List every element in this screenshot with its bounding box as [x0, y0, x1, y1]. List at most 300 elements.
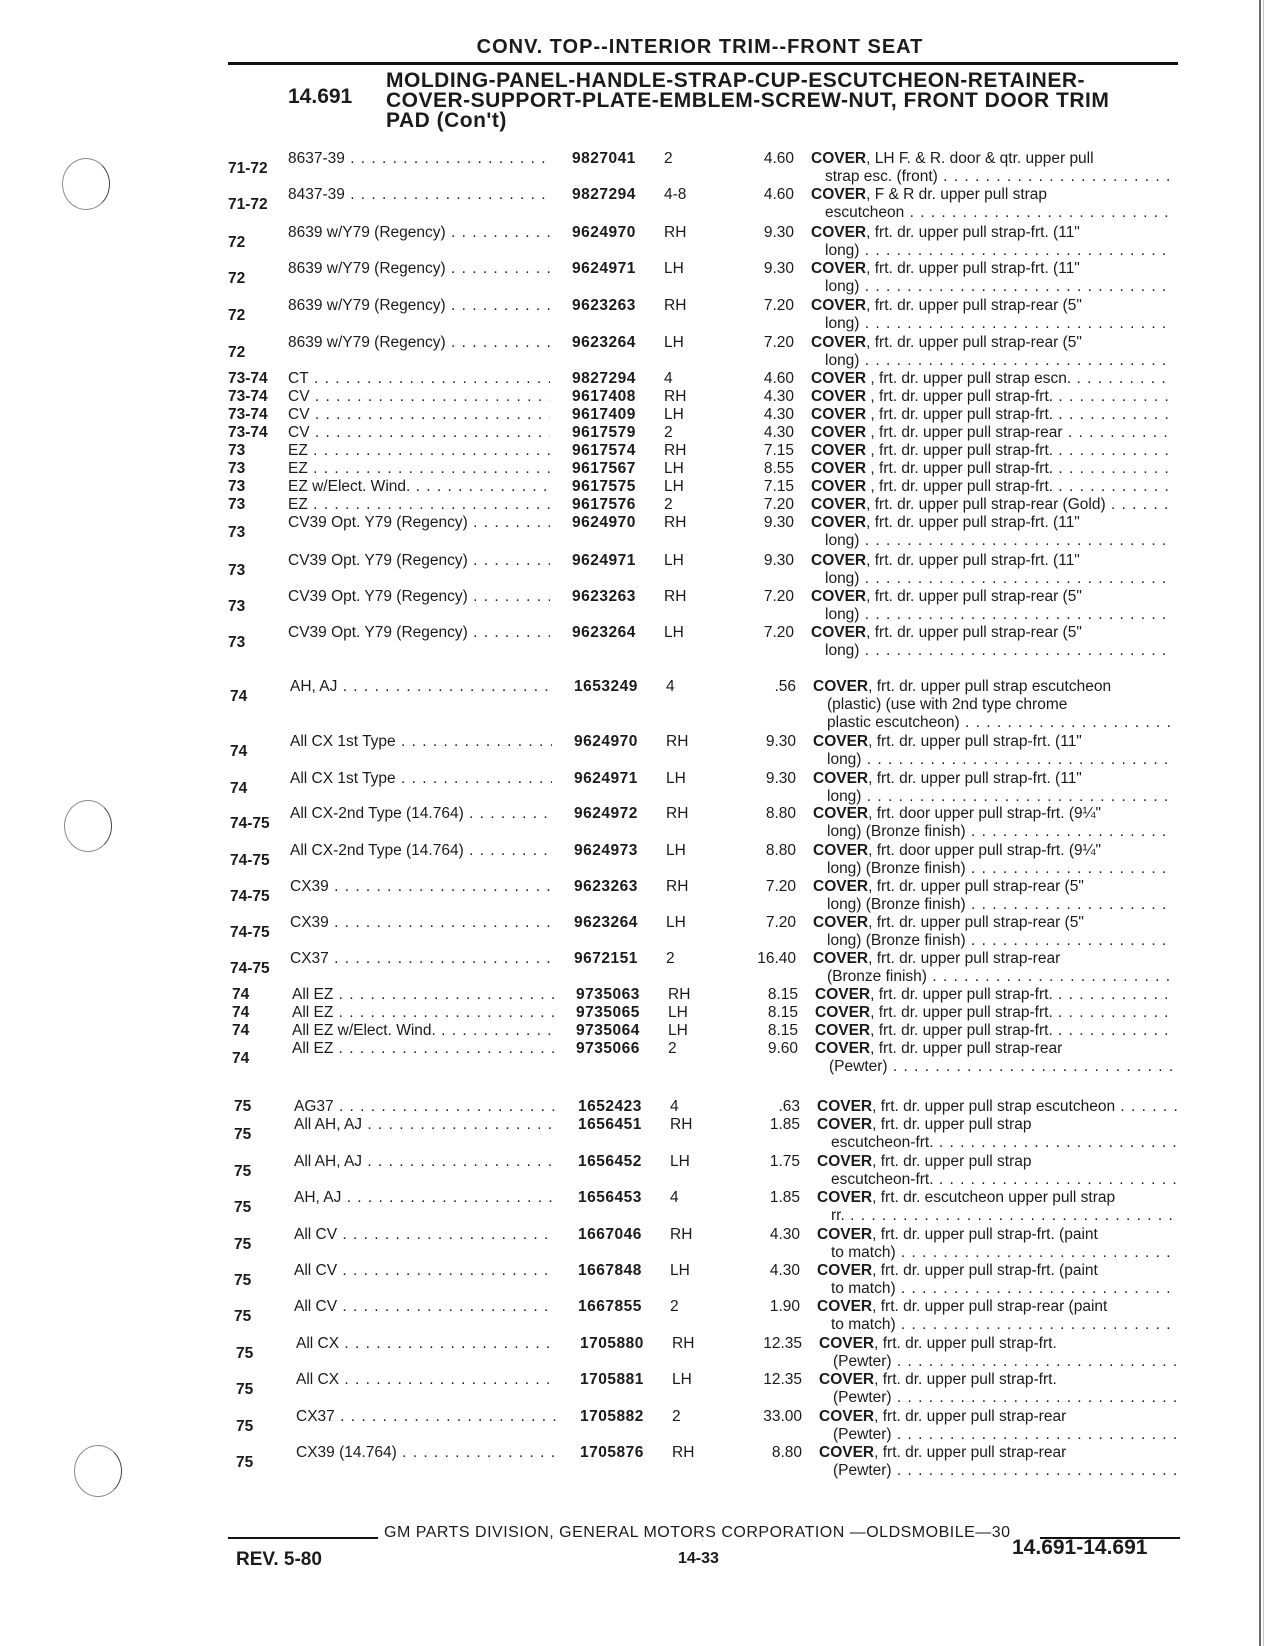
item-noun: COVER — [817, 1098, 873, 1115]
part-number: 9735063 — [576, 986, 640, 1003]
quantity: LH — [666, 842, 686, 859]
item-noun: COVER — [817, 1298, 873, 1315]
page-number: 14-33 — [678, 1550, 719, 1567]
description-line: COVER, frt. dr. upper pull strap-frt. . . . — [815, 1004, 1175, 1022]
quantity: RH — [668, 986, 691, 1003]
price: 9.60 — [767, 1040, 798, 1057]
model-year: 75 — [234, 1308, 252, 1325]
quantity: 4-8 — [664, 186, 687, 203]
part-number: 1705880 — [580, 1335, 644, 1352]
description-line: COVER , frt. dr. upper pull strap-frt. . . . — [811, 442, 1171, 460]
quantity: 2 — [670, 1298, 679, 1315]
part-description — [819, 1335, 1179, 1371]
description-line: (Bronze finish) . . . — [813, 968, 1173, 986]
item-noun: COVER — [817, 1153, 873, 1170]
part-description — [811, 388, 1171, 406]
body-model: EZ . . . — [288, 496, 550, 514]
group-number: 14.691 — [288, 85, 353, 108]
quantity: 2 — [672, 1408, 681, 1425]
body-model: All EZ . . . — [292, 1040, 554, 1058]
group-title-line: PAD (Con't) — [386, 109, 507, 132]
part-number: 9617409 — [572, 406, 636, 423]
part-number: 9623263 — [574, 878, 638, 895]
price: 33.00 — [763, 1408, 802, 1425]
body-model: EZ w/Elect. Wind. . . . — [288, 478, 550, 496]
item-noun: COVER — [811, 624, 867, 641]
description-line: COVER, frt. dr. upper pull strap-frt. (11" — [811, 514, 1080, 531]
part-description — [817, 1262, 1177, 1298]
price: .56 — [774, 678, 796, 695]
model-year: 73-74 — [228, 424, 268, 441]
parts-row — [0, 460, 1240, 478]
price: 7.20 — [763, 496, 794, 513]
part-number: 9617574 — [572, 442, 636, 459]
quantity: RH — [666, 733, 689, 750]
part-description — [815, 1022, 1175, 1040]
part-description — [811, 260, 1171, 296]
item-noun: COVER — [811, 150, 867, 167]
part-description — [817, 1116, 1177, 1152]
part-description — [815, 1040, 1175, 1076]
model-year: 72 — [228, 270, 246, 287]
price: 9.30 — [763, 552, 794, 569]
part-number: 9624972 — [574, 805, 638, 822]
price: 1.85 — [769, 1116, 800, 1133]
part-description — [811, 186, 1171, 222]
item-noun: COVER — [819, 1335, 875, 1352]
part-description — [811, 424, 1171, 442]
model-year: 75 — [234, 1098, 252, 1115]
body-model: CV39 Opt. Y79 (Regency) . . . — [288, 552, 550, 570]
description-line: COVER, frt. dr. upper pull strap-frt. (paint — [817, 1262, 1098, 1279]
part-description — [817, 1298, 1177, 1334]
price: 4.60 — [763, 370, 794, 387]
parts-row — [2, 733, 1242, 769]
body-model: 8639 w/Y79 (Regency) . . . — [288, 334, 550, 352]
description-line: COVER, frt. dr. upper pull strap-rear (paint — [817, 1298, 1108, 1315]
body-model: All CV . . . — [294, 1226, 556, 1244]
item-noun: COVER — [817, 1116, 873, 1133]
description-line: COVER, frt. dr. upper pull strap-rear — [813, 950, 1061, 967]
part-description — [815, 1004, 1175, 1022]
description-line: (Pewter) . . . — [819, 1426, 1179, 1444]
body-model: All CX 1st Type . . . — [290, 770, 552, 788]
quantity: 4 — [664, 370, 673, 387]
parts-row — [0, 224, 1240, 260]
part-number: 9617576 — [572, 496, 636, 513]
description-line: COVER, frt. dr. upper pull strap-rear (5" — [813, 878, 1084, 895]
parts-row — [2, 770, 1242, 806]
part-description — [811, 406, 1171, 424]
quantity: RH — [666, 805, 689, 822]
body-model: All CX-2nd Type (14.764) . . . — [290, 842, 552, 860]
body-model: CV39 Opt. Y79 (Regency) . . . — [288, 514, 550, 532]
quantity: 4 — [670, 1098, 679, 1115]
part-number: 9623263 — [572, 588, 636, 605]
description-line: COVER, frt. dr. upper pull strap-rear (5" — [811, 334, 1082, 351]
price: 4.60 — [763, 150, 794, 167]
description-line: COVER , frt. dr. upper pull strap-frt. . . . — [811, 388, 1171, 406]
model-year: 75 — [236, 1418, 254, 1435]
description-line: COVER, frt. dr. escutcheon upper pull strap — [817, 1189, 1116, 1206]
quantity: RH — [672, 1335, 695, 1352]
model-year: 74-75 — [230, 924, 270, 941]
parts-row — [0, 150, 1240, 186]
part-description — [815, 986, 1175, 1004]
model-year: 73 — [228, 634, 246, 651]
section-title-rule — [228, 62, 1178, 65]
group-range: 14.691-14.691 — [1012, 1536, 1148, 1559]
model-year: 71-72 — [228, 160, 268, 177]
model-year: 75 — [234, 1236, 252, 1253]
description-line: COVER, frt. dr. upper pull strap-rear (Gold) . . . — [811, 496, 1171, 514]
quantity: LH — [664, 460, 684, 477]
price: 4.30 — [769, 1262, 800, 1279]
description-line: COVER, frt. dr. upper pull strap-frt. (11" — [813, 770, 1082, 787]
parts-row — [8, 1444, 1248, 1480]
item-noun: COVER — [811, 260, 867, 277]
part-description — [811, 460, 1171, 478]
parts-row — [0, 496, 1240, 514]
quantity: RH — [664, 588, 687, 605]
quantity: LH — [664, 552, 684, 569]
description-line: (Pewter) . . . — [819, 1389, 1179, 1407]
parts-row — [0, 442, 1240, 460]
model-year: 73 — [228, 496, 246, 513]
description-line: COVER, frt. dr. upper pull strap-frt. (paint — [817, 1226, 1098, 1243]
description-line: to match) . . . — [817, 1316, 1177, 1334]
quantity: LH — [664, 260, 684, 277]
parts-row — [2, 678, 1242, 731]
price: 4.30 — [763, 424, 794, 441]
part-number: 9624971 — [572, 260, 636, 277]
model-year: 75 — [236, 1454, 254, 1471]
description-line: COVER, frt. dr. upper pull strap-rear (5" — [811, 624, 1082, 641]
part-number: 1653249 — [574, 678, 638, 695]
body-model: 8639 w/Y79 (Regency) . . . — [288, 297, 550, 315]
model-year: 75 — [236, 1381, 254, 1398]
description-line: COVER, F & R dr. upper pull strap — [811, 186, 1048, 203]
description-line: COVER, frt. dr. upper pull strap-frt. — [819, 1371, 1057, 1388]
part-description — [813, 914, 1173, 950]
item-noun: COVER — [811, 552, 867, 569]
model-year: 75 — [236, 1345, 254, 1362]
description-line: long) . . . — [811, 532, 1171, 550]
parts-row — [0, 478, 1240, 496]
body-model: All CV . . . — [294, 1298, 556, 1316]
model-year: 74 — [232, 1022, 250, 1039]
description-line: COVER, frt. dr. upper pull strap escutcheon . . . — [817, 1098, 1177, 1116]
revision-date: REV. 5-80 — [236, 1549, 322, 1570]
part-number: 9617579 — [572, 424, 636, 441]
price: 4.60 — [763, 186, 794, 203]
part-description — [813, 678, 1173, 732]
item-noun: COVER — [819, 1444, 875, 1461]
price: 7.20 — [763, 624, 794, 641]
description-line: long) (Bronze finish) . . . — [813, 823, 1173, 841]
item-noun: COVER — [811, 514, 867, 531]
parts-row — [0, 186, 1240, 222]
part-number: 9624970 — [572, 224, 636, 241]
item-noun: COVER — [819, 1408, 875, 1425]
price: 12.35 — [763, 1335, 802, 1352]
description-line: COVER, frt. door upper pull strap-frt. (9¼" — [813, 842, 1102, 859]
description-line: COVER, LH F. & R. door & qtr. upper pull — [811, 150, 1094, 167]
part-number: 9735066 — [576, 1040, 640, 1057]
model-year: 74-75 — [230, 888, 270, 905]
body-model: 8639 w/Y79 (Regency) . . . — [288, 260, 550, 278]
part-number: 1705876 — [580, 1444, 644, 1461]
part-number: 9617567 — [572, 460, 636, 477]
model-year: 74 — [230, 743, 248, 760]
quantity: 4 — [670, 1189, 679, 1206]
price: 8.80 — [765, 805, 796, 822]
description-line: long) . . . — [811, 352, 1171, 370]
part-description — [817, 1189, 1177, 1225]
parts-row — [0, 297, 1240, 333]
price: 4.30 — [763, 406, 794, 423]
item-noun: COVER — [813, 678, 869, 695]
item-noun: COVER — [817, 1262, 873, 1279]
body-model: AH, AJ . . . — [294, 1189, 556, 1207]
price: 8.15 — [767, 1004, 798, 1021]
section-title: CONV. TOP--INTERIOR TRIM--FRONT SEAT — [476, 36, 924, 58]
description-line: long) . . . — [811, 278, 1171, 296]
model-year: 72 — [228, 307, 246, 324]
description-line: (Pewter) . . . — [819, 1353, 1179, 1371]
part-number: 9624970 — [574, 733, 638, 750]
quantity: 2 — [666, 950, 675, 967]
body-model: 8639 w/Y79 (Regency) . . . — [288, 224, 550, 242]
part-number: 9827294 — [572, 186, 636, 203]
quantity: RH — [664, 514, 687, 531]
body-model: CV39 Opt. Y79 (Regency) . . . — [288, 624, 550, 642]
price: 4.30 — [763, 388, 794, 405]
body-model: 8437-39 . . . — [288, 186, 550, 204]
parts-row — [4, 986, 1244, 1004]
part-number: 9617408 — [572, 388, 636, 405]
parts-row — [2, 950, 1242, 986]
body-model: 8637-39 . . . — [288, 150, 550, 168]
price: 9.30 — [765, 770, 796, 787]
part-description — [813, 878, 1173, 914]
parts-row — [8, 1408, 1248, 1444]
description-line: long) . . . — [811, 570, 1171, 588]
price: 4.30 — [769, 1226, 800, 1243]
part-description — [811, 150, 1171, 186]
group-title-line: MOLDING-PANEL-HANDLE-STRAP-CUP-ESCUTCHEON-RETAINER- — [386, 69, 1086, 92]
price: 7.20 — [763, 588, 794, 605]
parts-row — [6, 1098, 1246, 1116]
part-number: 9623264 — [572, 624, 636, 641]
model-year: 74 — [230, 688, 248, 705]
item-noun: COVER — [811, 424, 867, 441]
item-noun: COVER — [811, 370, 867, 387]
description-line: long) . . . — [811, 242, 1171, 260]
parts-row — [0, 370, 1240, 388]
model-year: 73-74 — [228, 388, 268, 405]
parts-row — [6, 1298, 1246, 1334]
price: 7.20 — [763, 297, 794, 314]
model-year: 73 — [228, 524, 246, 541]
quantity: 2 — [664, 150, 673, 167]
part-description — [817, 1226, 1177, 1262]
part-number: 9617575 — [572, 478, 636, 495]
model-year: 71-72 — [228, 196, 268, 213]
quantity: LH — [664, 624, 684, 641]
part-number: 1667848 — [578, 1262, 642, 1279]
quantity: LH — [666, 914, 686, 931]
description-line: COVER, frt. dr. upper pull strap — [817, 1153, 1032, 1170]
description-line: to match) . . . — [817, 1280, 1177, 1298]
model-year: 74-75 — [230, 815, 270, 832]
part-number: 1667046 — [578, 1226, 642, 1243]
item-noun: COVER — [813, 950, 869, 967]
model-year: 74 — [232, 1050, 250, 1067]
description-line: COVER, frt. dr. upper pull strap — [817, 1116, 1032, 1133]
model-year: 72 — [228, 344, 246, 361]
model-year: 74-75 — [230, 852, 270, 869]
parts-row — [6, 1262, 1246, 1298]
part-description — [811, 478, 1171, 496]
part-description — [813, 842, 1173, 878]
item-noun: COVER — [819, 1371, 875, 1388]
price: 8.80 — [765, 842, 796, 859]
price: 9.30 — [763, 260, 794, 277]
parts-row — [4, 1040, 1244, 1076]
item-noun: COVER — [813, 914, 869, 931]
description-line: COVER , frt. dr. upper pull strap-frt. . . . — [811, 478, 1171, 496]
quantity: LH — [672, 1371, 692, 1388]
parts-row — [4, 1022, 1244, 1040]
part-description — [811, 442, 1171, 460]
part-number: 9623264 — [572, 334, 636, 351]
description-line: escutcheon-frt. . . . — [817, 1134, 1177, 1152]
price: 8.15 — [767, 1022, 798, 1039]
price: 7.20 — [765, 878, 796, 895]
item-noun: COVER — [815, 1022, 871, 1039]
price: 7.15 — [763, 442, 794, 459]
model-year: 74-75 — [230, 960, 270, 977]
description-line: long) . . . — [811, 315, 1171, 333]
item-noun: COVER — [817, 1226, 873, 1243]
parts-row — [6, 1226, 1246, 1262]
description-line: (Pewter) . . . — [815, 1058, 1175, 1076]
part-description — [813, 733, 1173, 769]
item-noun: COVER — [811, 186, 867, 203]
body-model: CX39 (14.764) . . . — [296, 1444, 558, 1462]
body-model: All CX . . . — [296, 1335, 558, 1353]
description-line: COVER, frt. dr. upper pull strap-frt. . . . — [815, 986, 1175, 1004]
quantity: LH — [670, 1153, 690, 1170]
parts-row — [0, 588, 1240, 624]
quantity: 2 — [668, 1040, 677, 1057]
parts-row — [6, 1153, 1246, 1189]
model-year: 74 — [232, 986, 250, 1003]
item-noun: COVER — [811, 460, 867, 477]
description-line: long) (Bronze finish) . . . — [813, 896, 1173, 914]
part-number: 9623263 — [572, 297, 636, 314]
description-line: strap esc. (front) . . . — [811, 168, 1171, 186]
description-line: COVER, frt. dr. upper pull strap-rear (5" — [811, 297, 1082, 314]
price: 8.80 — [771, 1444, 802, 1461]
part-number: 9672151 — [574, 950, 638, 967]
part-number: 9624971 — [574, 770, 638, 787]
part-description — [811, 334, 1171, 370]
part-description — [817, 1153, 1177, 1189]
body-model: All EZ w/Elect. Wind. . . . — [292, 1022, 554, 1040]
description-line: COVER, frt. dr. upper pull strap-rear (5" — [813, 914, 1084, 931]
description-line: COVER, frt. dr. upper pull strap escutcheon — [813, 678, 1112, 695]
parts-row — [2, 842, 1242, 878]
quantity: RH — [672, 1444, 695, 1461]
parts-row — [2, 878, 1242, 914]
part-number: 9624971 — [572, 552, 636, 569]
item-noun: COVER — [815, 1040, 871, 1057]
price: 8.55 — [763, 460, 794, 477]
body-model: EZ . . . — [288, 442, 550, 460]
parts-row — [8, 1371, 1248, 1407]
price: .63 — [778, 1098, 800, 1115]
parts-row — [2, 805, 1242, 841]
body-model: EZ . . . — [288, 460, 550, 478]
price: 1.90 — [769, 1298, 800, 1315]
item-noun: COVER — [813, 733, 869, 750]
description-line: COVER , frt. dr. upper pull strap-frt. . . . — [811, 460, 1171, 478]
part-description — [813, 770, 1173, 806]
item-noun: COVER — [811, 478, 867, 495]
model-year: 73 — [228, 442, 246, 459]
description-line: COVER, frt. dr. upper pull strap-frt. — [819, 1335, 1057, 1352]
item-noun: COVER — [813, 878, 869, 895]
description-line: COVER , frt. dr. upper pull strap-rear . . . — [811, 424, 1171, 442]
description-line: COVER, frt. dr. upper pull strap-rear — [819, 1408, 1067, 1425]
part-description — [811, 514, 1171, 550]
item-noun: COVER — [815, 986, 871, 1003]
group-title — [386, 71, 1186, 131]
price: 9.30 — [765, 733, 796, 750]
item-noun: COVER — [813, 770, 869, 787]
parts-row — [0, 514, 1240, 550]
model-year: 75 — [234, 1163, 252, 1180]
body-model: CX37 . . . — [296, 1408, 558, 1426]
body-model: CX37 . . . — [290, 950, 552, 968]
part-number: 9827294 — [572, 370, 636, 387]
body-model: CV39 Opt. Y79 (Regency) . . . — [288, 588, 550, 606]
part-description — [811, 624, 1171, 660]
quantity: LH — [670, 1262, 690, 1279]
description-line: long) . . . — [813, 751, 1173, 769]
quantity: RH — [670, 1116, 693, 1133]
price: 7.15 — [763, 478, 794, 495]
parts-row — [0, 406, 1240, 424]
page-edge-shadow — [1263, 0, 1264, 1646]
body-model: All AH, AJ . . . — [294, 1116, 556, 1134]
price: 9.30 — [763, 514, 794, 531]
body-model: AG37 . . . — [294, 1098, 556, 1116]
item-noun: COVER — [811, 496, 867, 513]
description-line: COVER, frt. dr. upper pull strap-rear — [819, 1444, 1067, 1461]
item-noun: COVER — [811, 406, 867, 423]
item-noun: COVER — [811, 334, 867, 351]
description-line: COVER, frt. dr. upper pull strap-frt. (11" — [813, 733, 1082, 750]
part-number: 9735065 — [576, 1004, 640, 1021]
price: 7.20 — [763, 334, 794, 351]
model-year: 73 — [228, 478, 246, 495]
description-line: COVER, frt. dr. upper pull strap-frt. . . . — [815, 1022, 1175, 1040]
body-model: CV . . . — [288, 406, 550, 424]
price: 7.20 — [765, 914, 796, 931]
